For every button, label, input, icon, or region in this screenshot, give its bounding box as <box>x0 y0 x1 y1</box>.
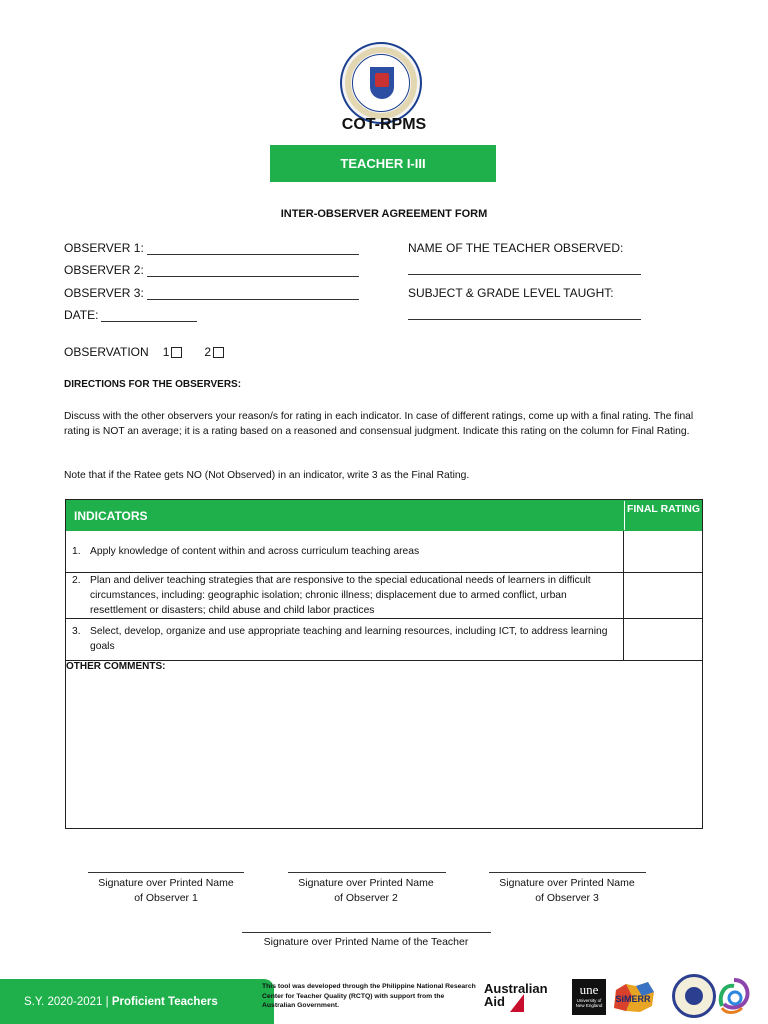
une-logo <box>572 979 606 1015</box>
indicator-number: 3. <box>72 626 81 637</box>
observation-2-checkbox[interactable] <box>213 347 224 358</box>
indicator-text: Select, develop, organize and use appropriate teaching and learning resources, including ICT, to address learning goals <box>90 626 608 652</box>
row-divider <box>66 618 702 619</box>
final-rating-cell-1[interactable] <box>624 532 702 572</box>
signature-caption-line: Signature over Printed Name <box>98 877 234 889</box>
indicators-column-header: INDICATORS <box>74 509 148 523</box>
observation-label: OBSERVATION <box>64 345 149 359</box>
other-comments-label: OTHER COMMENTS: <box>66 661 166 672</box>
observation-1-checkbox[interactable] <box>171 347 182 358</box>
other-comments-area[interactable] <box>66 675 702 827</box>
date-line <box>101 311 197 322</box>
directions-heading: DIRECTIONS FOR THE OBSERVERS: <box>64 379 242 390</box>
footer-note: This tool was developed through the Philippine National Research Center for Teacher Quality (RCTQ) with support from the Australian Government. <box>262 983 476 1009</box>
date-field[interactable] <box>64 308 197 322</box>
teacher-observed-line[interactable] <box>408 274 641 275</box>
observer1-line <box>147 244 359 255</box>
aus-aid-line1: Australian <box>484 981 548 996</box>
teacher-signature-line[interactable] <box>242 932 491 933</box>
observer3-line <box>147 289 359 300</box>
observer2-field[interactable] <box>64 263 359 277</box>
indicator-text: Apply knowledge of content within and across curriculum teaching areas <box>90 546 420 557</box>
final-rating-column-header: FINAL RATING <box>624 501 702 530</box>
observer2-line <box>147 266 359 277</box>
observer1-label: OBSERVER 1: <box>64 241 144 255</box>
teacher-level-banner: TEACHER I-III <box>270 145 496 182</box>
observer2-signature-caption <box>266 876 466 906</box>
une-logo-text: une <box>579 982 599 997</box>
signature-caption-line: Signature over Printed Name <box>499 877 635 889</box>
kangaroo-icon <box>510 994 524 1012</box>
page-title: COT-RPMS <box>341 116 427 133</box>
indicator-number: 2. <box>72 575 81 586</box>
proficient-teachers-text: Proficient Teachers <box>111 995 218 1008</box>
observer3-label: OBSERVER 3: <box>64 286 144 300</box>
signature-caption-line: Signature over Printed Name <box>298 877 434 889</box>
observer1-signature-line[interactable] <box>88 872 244 873</box>
indicators-table <box>65 499 703 829</box>
une-logo-subtext: University of New England <box>575 998 603 1008</box>
observer1-signature-caption <box>66 876 266 906</box>
table-row <box>72 624 617 654</box>
signature-caption-line: of Observer 3 <box>535 892 599 904</box>
aus-aid-line2: Aid <box>484 994 505 1009</box>
signature-caption-line: of Observer 2 <box>334 892 398 904</box>
subject-grade-line[interactable] <box>408 319 641 320</box>
table-row <box>72 573 617 618</box>
observer2-label: OBSERVER 2: <box>64 263 144 277</box>
indicator-number: 1. <box>72 546 81 557</box>
directions-note: Note that if the Ratee gets NO (Not Observed) in an indicator, write 3 as the Final Rating. <box>64 470 470 481</box>
footer-band <box>0 979 274 1024</box>
final-rating-cell-3[interactable] <box>624 619 702 660</box>
table-row <box>72 544 617 559</box>
deped-seal-logo <box>340 42 422 124</box>
observer3-signature-line[interactable] <box>489 872 646 873</box>
observer2-signature-line[interactable] <box>288 872 446 873</box>
table-header <box>66 500 702 531</box>
observer3-signature-caption <box>467 876 667 906</box>
observation-option2-label: 2 <box>204 345 212 359</box>
simerr-logo <box>610 978 656 1014</box>
subject-grade-label: SUBJECT & GRADE LEVEL TAUGHT: <box>408 286 614 300</box>
observation-option1-label: 1 <box>162 345 170 359</box>
signature-caption-line: of Observer 1 <box>134 892 198 904</box>
observer3-field[interactable] <box>64 286 359 300</box>
teacher-observed-label: NAME OF THE TEACHER OBSERVED: <box>408 241 624 255</box>
directions-text: Discuss with the other observers your reason/s for rating in each indicator. In case of different ratings, come up with a final rating. The final rating is NOT an average; it is a rating based on a reasoned and consensual judgment. Indicate this rating on the column for Final Rating. <box>64 411 694 437</box>
final-rating-cell-2[interactable] <box>624 573 702 618</box>
school-year-text: S.Y. 2020-2021 | <box>24 995 109 1008</box>
observer1-field[interactable] <box>64 241 359 255</box>
observation-row <box>64 345 246 359</box>
simerr-logo-text: SiMERR <box>615 994 651 1004</box>
swirl-logo <box>716 976 752 1016</box>
form-title: INTER-OBSERVER AGREEMENT FORM <box>280 208 488 220</box>
indicator-text: Plan and deliver teaching strategies that are responsive to the special educational needs of learners in difficult circumstances, including: geographic isolation; chronic illness; displacement due to armed conflict, urban resettlement or disasters; child abuse and child labor practices <box>90 575 591 616</box>
date-label: DATE: <box>64 308 99 322</box>
teacher-signature-caption: Signature over Printed Name of the Teacher <box>263 936 469 948</box>
rctq-seal-logo <box>672 974 716 1018</box>
